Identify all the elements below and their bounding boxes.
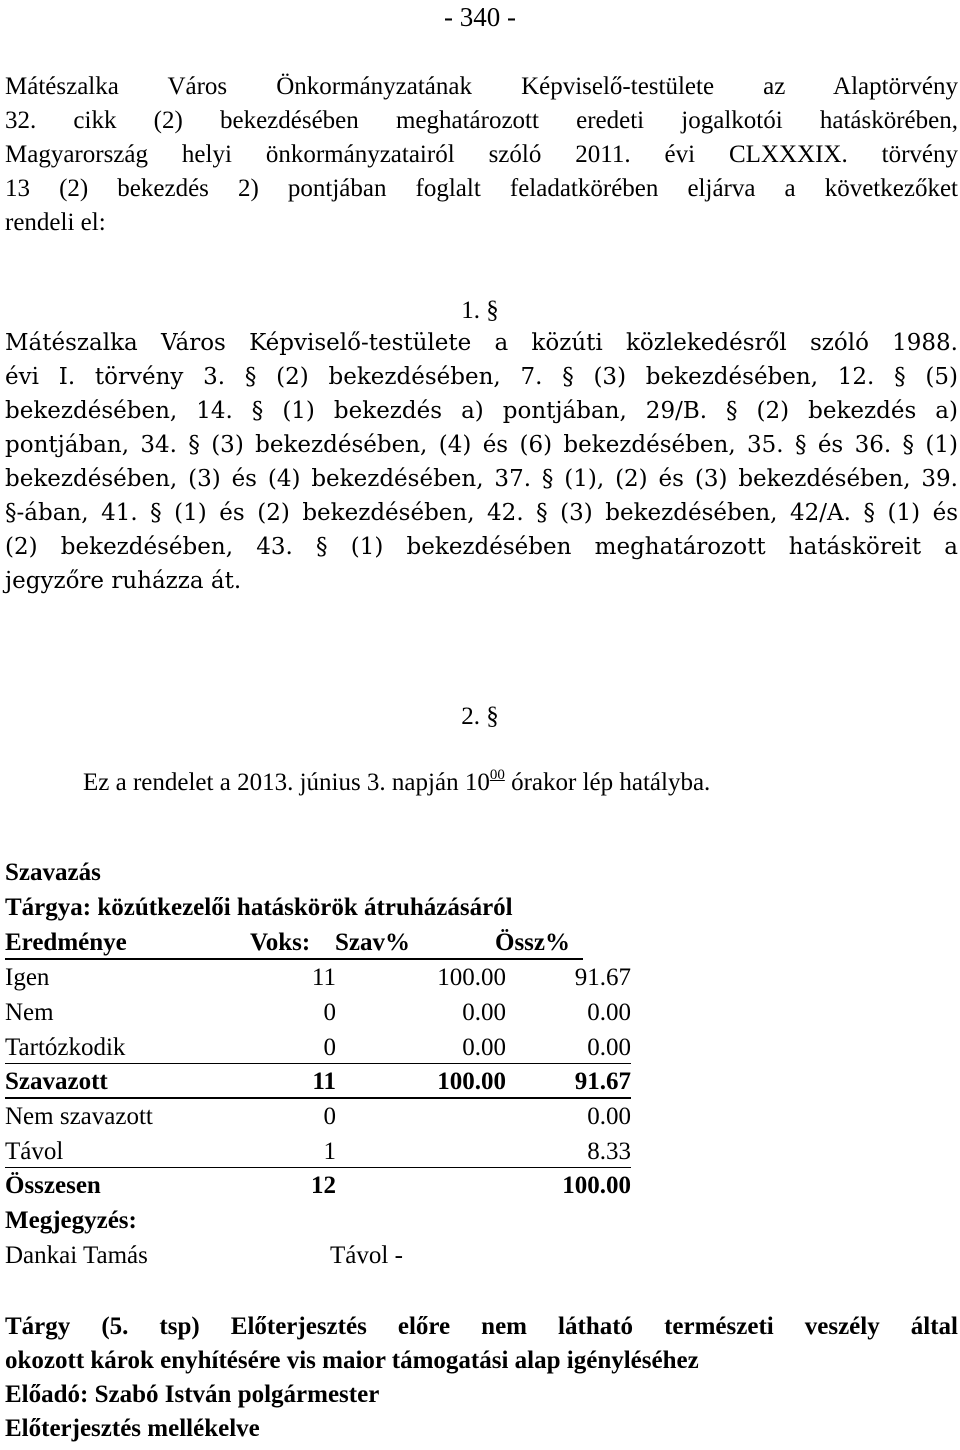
effective-after: órakor lép hatályba. [504,769,711,796]
next-agenda-item [5,1310,958,1446]
row-voks: 0 [323,999,336,1026]
row-label: Nem szavazott [5,1103,153,1130]
vote-subject [5,890,645,925]
preamble-line: rendeli el: [5,209,106,236]
preamble-line: 13 (2) bekezdés 2) pontjában foglalt feladatkörében eljárva a következőket [5,175,958,202]
section-heading-1: 1. § [461,297,499,324]
table-row-grand-total [5,1168,631,1203]
effective-sup: 00 [489,767,505,783]
vote-title [5,855,645,890]
row-label: Távol [5,1138,64,1165]
row-voks: 0 [323,1103,336,1130]
section-heading-2: 2. § [461,703,499,730]
remark-label [5,1203,645,1238]
header-szav: Szav% [335,929,410,956]
preamble [5,70,958,240]
effective-before: Ez a rendelet a 2013. június 3. napján 10 [83,769,490,796]
row-voks: 0 [323,1034,336,1061]
vote-title-text: Szavazás [5,859,101,886]
row-voks: 12 [311,1172,336,1199]
next-item-line: Előterjesztés mellékelve [5,1415,260,1442]
row-szav: 0.00 [462,999,506,1026]
row-szav: 100.00 [437,964,506,991]
preamble-line: Mátészalka Város Önkormányzatának Képviselő-testülete az Alaptörvény [5,73,958,100]
row-szav: 0.00 [462,1034,506,1061]
row-label: Tartózkodik [5,1034,126,1061]
remark-name: Dankai Tamás [5,1242,148,1269]
section1-line: (2) bekezdésében, 43. § (1) bekezdésében meghatározott hatásköreit a [5,534,958,560]
row-ossz: 91.67 [574,1068,631,1095]
row-ossz: 8.33 [587,1138,631,1165]
section1-line: évi I. törvény 3. § (2) bekezdésében, 7. § (3) bekezdésében, 12. § (5) [5,364,958,390]
preamble-line: 32. cikk (2) bekezdésében meghatározott eredeti jogalkotói hatáskörében, [5,107,958,134]
table-row [5,1099,631,1134]
row-ossz: 0.00 [587,1034,631,1061]
effective-date [83,758,710,800]
section1-line: pontjában, 34. § (3) bekezdésében, (4) és (6) bekezdésében, 35. § és 36. § (1) [5,432,958,458]
vote-block [5,855,645,1273]
table-row [5,1030,631,1064]
header-ossz: Össz% [495,929,570,956]
row-label: Szavazott [5,1068,108,1095]
table-row-total [5,1064,631,1099]
section1-line: §-ában, 41. § (1) és (2) bekezdésében, 42. § (3) bekezdésében, 42/A. § (1) és [5,500,958,526]
remark-row [5,1238,645,1273]
vote-subject-text: Tárgya: közútkezelői hatáskörök átruházásáról [5,894,513,921]
row-label: Összesen [5,1172,101,1199]
section1-body [5,326,958,598]
section1-line: Mátészalka Város Képviselő-testülete a közúti közlekedésről szóló 1988. [5,330,958,356]
header-voks: Voks: [250,929,311,956]
remark-status: Távol - [330,1242,403,1269]
section1-line: bekezdésében, (3) és (4) bekezdésében, 37. § (1), (2) és (3) bekezdésében, 39. [5,466,958,492]
preamble-line: Magyarország helyi önkormányzatairól szóló 2011. évi CLXXXIX. törvény [5,141,958,168]
row-ossz: 91.67 [574,964,631,991]
next-item-line: Tárgy (5. tsp) Előterjesztés előre nem látható természeti veszély által [5,1313,958,1340]
row-label: Nem [5,999,54,1026]
row-voks: 1 [323,1138,336,1165]
row-szav: 100.00 [437,1068,506,1095]
row-voks: 11 [311,964,336,991]
table-row [5,995,631,1030]
remark-label-text: Megjegyzés: [5,1207,137,1234]
table-row [5,1134,631,1168]
row-label: Igen [5,964,50,991]
section1-line: jegyzőre ruházza át. [5,568,242,594]
row-ossz: 0.00 [587,1103,631,1130]
next-item-line: okozott károk enyhítésére vis maior támogatási alap igényléséhez [5,1347,699,1374]
next-item-line: Előadó: Szabó István polgármester [5,1381,380,1408]
section1-line: bekezdésében, 14. § (1) bekezdés a) pontjában, 29/B. § (2) bekezdés a) [5,398,958,424]
row-voks: 11 [312,1068,336,1095]
row-ossz: 100.00 [562,1172,631,1199]
header-result: Eredménye [5,929,127,956]
row-ossz: 0.00 [587,999,631,1026]
vote-header-row [5,925,583,960]
table-row [5,960,631,995]
page-number: - 340 - [444,2,516,32]
